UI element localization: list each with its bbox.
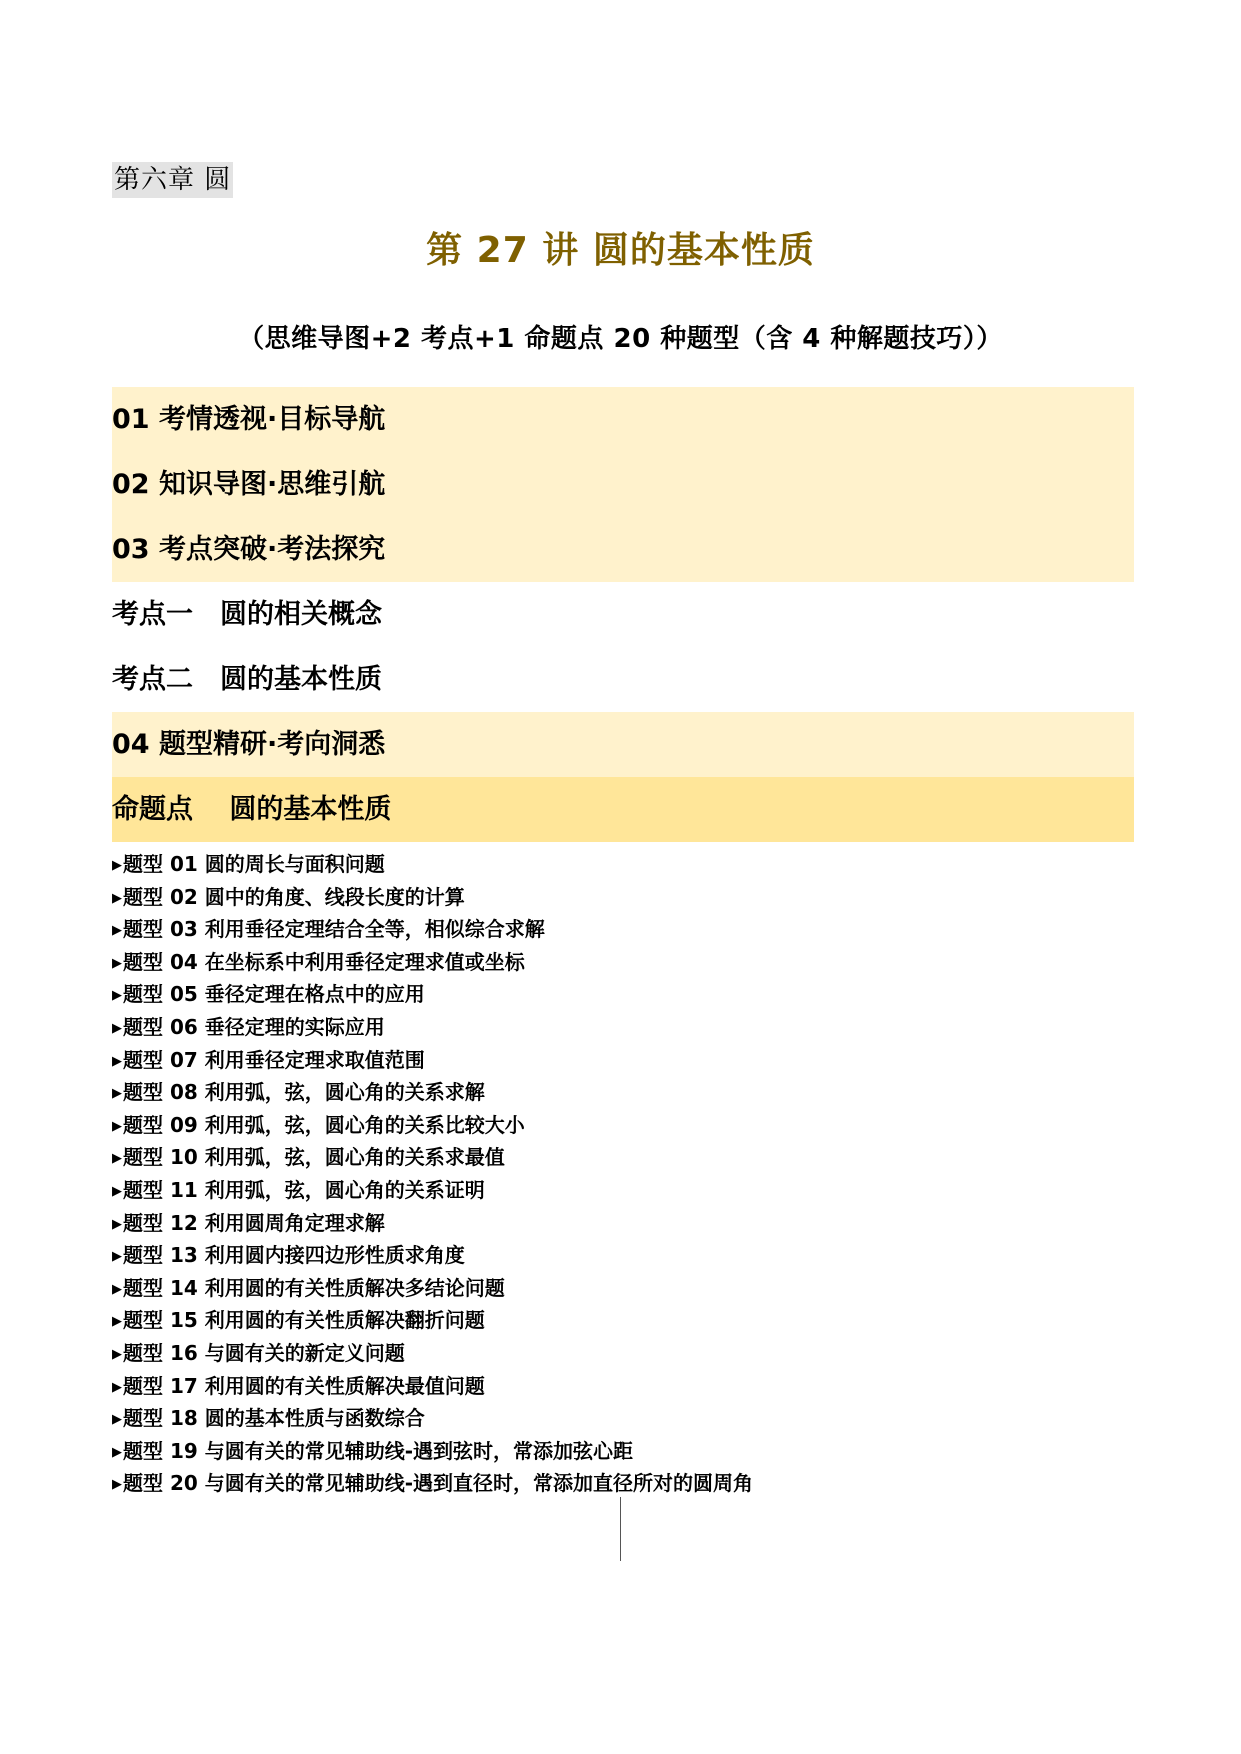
chapter-label: 第六章 圆 [112,162,233,198]
question-type-item[interactable] [112,978,1134,1011]
question-type-label: 题型 19 与圆有关的常见辅助线-遇到弦时，常添加弦心距 [123,1438,634,1463]
triangle-right-icon: ▶ [112,1444,122,1460]
triangle-right-icon: ▶ [112,1053,122,1069]
toc-item-label: 考点一 圆的相关概念 [112,599,382,630]
question-type-item[interactable] [112,946,1134,979]
question-type-label: 题型 01 圆的周长与面积问题 [123,852,385,876]
text-cursor-line [620,1497,621,1561]
toc-item-mindmap[interactable] [112,452,1134,517]
toc-item-proposition[interactable] [112,777,1134,842]
triangle-right-icon: ▶ [112,1086,122,1102]
question-type-label: 题型 13 利用圆内接四边形性质求角度 [123,1243,465,1268]
question-type-label: 题型 09 利用弧，弦，圆心角的关系比较大小 [123,1112,525,1137]
question-type-label: 题型 16 与圆有关的新定义问题 [123,1340,405,1365]
triangle-right-icon: ▶ [112,1216,122,1232]
question-type-label: 题型 17 利用圆的有关性质解决最值问题 [123,1373,485,1398]
question-type-label: 题型 11 利用弧，弦，圆心角的关系证明 [123,1177,485,1202]
question-type-item[interactable] [112,913,1134,946]
question-type-list [112,848,1134,1500]
question-type-item[interactable] [112,1207,1134,1240]
triangle-right-icon: ▶ [112,1118,122,1134]
triangle-right-icon: ▶ [112,1477,122,1493]
question-type-item[interactable] [112,1174,1134,1207]
toc-item-question-types[interactable] [112,712,1134,777]
toc-item-overview[interactable] [112,387,1134,452]
table-of-contents [112,387,1134,842]
question-type-label: 题型 03 利用垂径定理结合全等，相似综合求解 [123,917,545,942]
triangle-right-icon: ▶ [112,1281,122,1297]
question-type-label: 题型 18 圆的基本性质与函数综合 [123,1406,425,1431]
question-type-item[interactable] [112,1435,1134,1468]
question-type-item[interactable] [112,1370,1134,1403]
question-type-item[interactable] [112,1402,1134,1435]
triangle-right-icon: ▶ [112,1151,122,1167]
question-type-label: 题型 02 圆中的角度、线段长度的计算 [123,884,465,909]
toc-item-label: 命题点 圆的基本性质 [112,794,392,825]
question-type-item[interactable] [112,1272,1134,1305]
question-type-label: 题型 15 利用圆的有关性质解决翻折问题 [123,1308,485,1333]
triangle-right-icon: ▶ [112,955,122,971]
triangle-right-icon: ▶ [112,1249,122,1265]
question-type-label: 题型 07 利用垂径定理求取值范围 [123,1047,425,1072]
triangle-right-icon: ▶ [112,890,122,906]
triangle-right-icon: ▶ [112,1314,122,1330]
toc-item-point-one[interactable] [112,582,1134,647]
toc-item-label: 02 知识导图·思维引航 [112,469,386,500]
question-type-item[interactable] [112,1467,1134,1500]
toc-item-label: 考点二 圆的基本性质 [112,664,382,695]
triangle-right-icon: ▶ [112,1379,122,1395]
question-type-label: 题型 14 利用圆的有关性质解决多结论问题 [123,1275,505,1300]
triangle-right-icon: ▶ [112,858,122,873]
triangle-right-icon: ▶ [112,1412,122,1428]
lecture-subtitle: （思维导图+2 考点+1 命题点 20 种题型（含 4 种解题技巧）） [238,324,1003,354]
triangle-right-icon: ▶ [112,1346,122,1362]
question-type-item[interactable] [112,1304,1134,1337]
question-type-item[interactable] [112,881,1134,914]
question-type-item[interactable] [112,1076,1134,1109]
toc-item-point-two[interactable] [112,647,1134,712]
triangle-right-icon: ▶ [112,988,122,1004]
question-type-item[interactable] [112,1337,1134,1370]
triangle-right-icon: ▶ [112,1020,122,1036]
question-type-label: 题型 10 利用弧，弦，圆心角的关系求最值 [123,1145,505,1170]
question-type-label: 题型 04 在坐标系中利用垂径定理求值或坐标 [123,949,525,974]
question-type-label: 题型 08 利用弧，弦，圆心角的关系求解 [123,1080,485,1105]
question-type-item[interactable] [112,1141,1134,1174]
lecture-title: 第 27 讲 圆的基本性质 [426,230,815,271]
toc-item-label: 01 考情透视·目标导航 [112,404,386,435]
triangle-right-icon: ▶ [112,923,122,939]
toc-item-key-points[interactable] [112,517,1134,582]
question-type-label: 题型 12 利用圆周角定理求解 [123,1210,385,1235]
question-type-item[interactable] [112,1239,1134,1272]
question-type-label: 题型 06 垂径定理的实际应用 [123,1014,385,1039]
toc-item-label: 04 题型精研·考向洞悉 [112,729,386,760]
question-type-item[interactable] [112,1011,1134,1044]
question-type-item[interactable] [112,1109,1134,1142]
question-type-label: 题型 20 与圆有关的常见辅助线-遇到直径时，常添加直径所对的圆周角 [123,1471,754,1496]
question-type-label: 题型 05 垂径定理在格点中的应用 [123,982,425,1007]
triangle-right-icon: ▶ [112,1183,122,1199]
question-type-item[interactable] [112,848,1134,881]
toc-item-label: 03 考点突破·考法探究 [112,534,386,565]
question-type-item[interactable] [112,1044,1134,1077]
